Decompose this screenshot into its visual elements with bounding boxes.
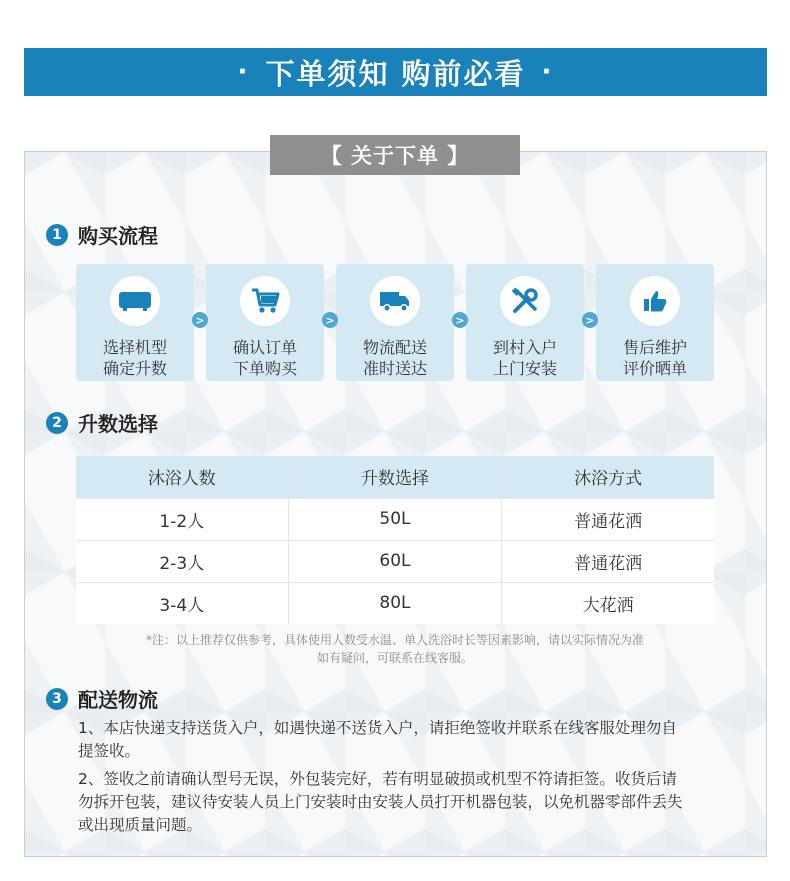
flow-step-installation bbox=[466, 264, 584, 381]
table-header-cell: 升数选择 bbox=[288, 456, 502, 498]
table-cell: 普通花洒 bbox=[502, 540, 714, 582]
flow-arrow bbox=[194, 264, 206, 381]
section-heading-purchase-flow bbox=[46, 220, 158, 249]
tools-icon bbox=[500, 276, 550, 326]
delivery-note-item: 1、本店快递支持送货入户，如遇快递不送货入户，请拒绝签收并联系在线客服处理勿自提签收。 bbox=[78, 719, 677, 760]
table-header-cell: 沐浴方式 bbox=[502, 456, 714, 498]
flow-step-confirm-order bbox=[206, 264, 324, 381]
delivery-truck-icon bbox=[370, 276, 420, 326]
section-number-badge: 1 bbox=[46, 224, 68, 246]
section-title: 购买流程 bbox=[78, 224, 158, 248]
banner-dot-left: · bbox=[237, 57, 250, 87]
top-banner bbox=[24, 48, 767, 96]
water-heater-icon bbox=[110, 276, 160, 326]
purchase-flow bbox=[76, 264, 714, 381]
section-heading-delivery bbox=[46, 684, 158, 713]
section-number-badge: 3 bbox=[46, 688, 68, 710]
flow-step-label: 确认订单 下单购买 bbox=[232, 338, 297, 378]
section-number-badge: 2 bbox=[46, 412, 68, 434]
table-cell: 80L bbox=[288, 582, 502, 624]
chevron-right-icon: > bbox=[582, 312, 598, 328]
table-cell: 50L bbox=[288, 498, 502, 540]
thumbs-up-icon bbox=[630, 276, 680, 326]
section-title: 升数选择 bbox=[78, 412, 158, 436]
table-row bbox=[76, 498, 714, 540]
table-cell: 1-2人 bbox=[76, 498, 288, 540]
flow-step-label: 选择机型 确定升数 bbox=[102, 338, 167, 378]
capacity-table bbox=[76, 456, 714, 624]
table-cell: 60L bbox=[288, 540, 502, 582]
flow-step-label: 售后维护 评价晒单 bbox=[622, 338, 687, 378]
section-heading-capacity bbox=[46, 408, 158, 437]
chevron-right-icon: > bbox=[452, 312, 468, 328]
section-title: 配送物流 bbox=[78, 688, 158, 712]
table-cell: 3-4人 bbox=[76, 582, 288, 624]
flow-step-label: 物流配送 准时送达 bbox=[362, 338, 427, 378]
delivery-note-item: 2、签收之前请确认型号无误，外包装完好，若有明显破损或机型不符请拒签。收货后请勿拆开包装，建议待安装人员上门安装时由安装人员打开机器包装，以免机器零部件丢失或出现质量问题。 bbox=[78, 770, 683, 834]
chevron-right-icon: > bbox=[192, 312, 208, 328]
delivery-notes bbox=[78, 717, 688, 842]
table-row bbox=[76, 582, 714, 624]
flow-step-after-sales bbox=[596, 264, 714, 381]
chevron-right-icon: > bbox=[322, 312, 338, 328]
shopping-cart-icon bbox=[240, 276, 290, 326]
banner-title: 下单须知 购前必看 bbox=[265, 56, 526, 91]
table-header-cell: 沐浴人数 bbox=[76, 456, 288, 498]
flow-arrow bbox=[584, 264, 596, 381]
section-tag: 【 关于下单 】 bbox=[270, 135, 520, 175]
flow-step-select-model bbox=[76, 264, 194, 381]
flow-arrow bbox=[454, 264, 466, 381]
table-cell: 大花洒 bbox=[502, 582, 714, 624]
flow-arrow bbox=[324, 264, 336, 381]
table-cell: 普通花洒 bbox=[502, 498, 714, 540]
table-header-row bbox=[76, 456, 714, 498]
table-row bbox=[76, 540, 714, 582]
flow-step-logistics bbox=[336, 264, 454, 381]
flow-step-label: 到村入户 上门安装 bbox=[492, 338, 557, 378]
table-footnote: *注：以上推荐仅供参考，具体使用人数受水温、单人洗浴时长等因素影响，请以实际情况为准 如有疑问，可联系在线客服。 bbox=[145, 633, 644, 665]
banner-dot-right: · bbox=[541, 57, 554, 87]
table-cell: 2-3人 bbox=[76, 540, 288, 582]
